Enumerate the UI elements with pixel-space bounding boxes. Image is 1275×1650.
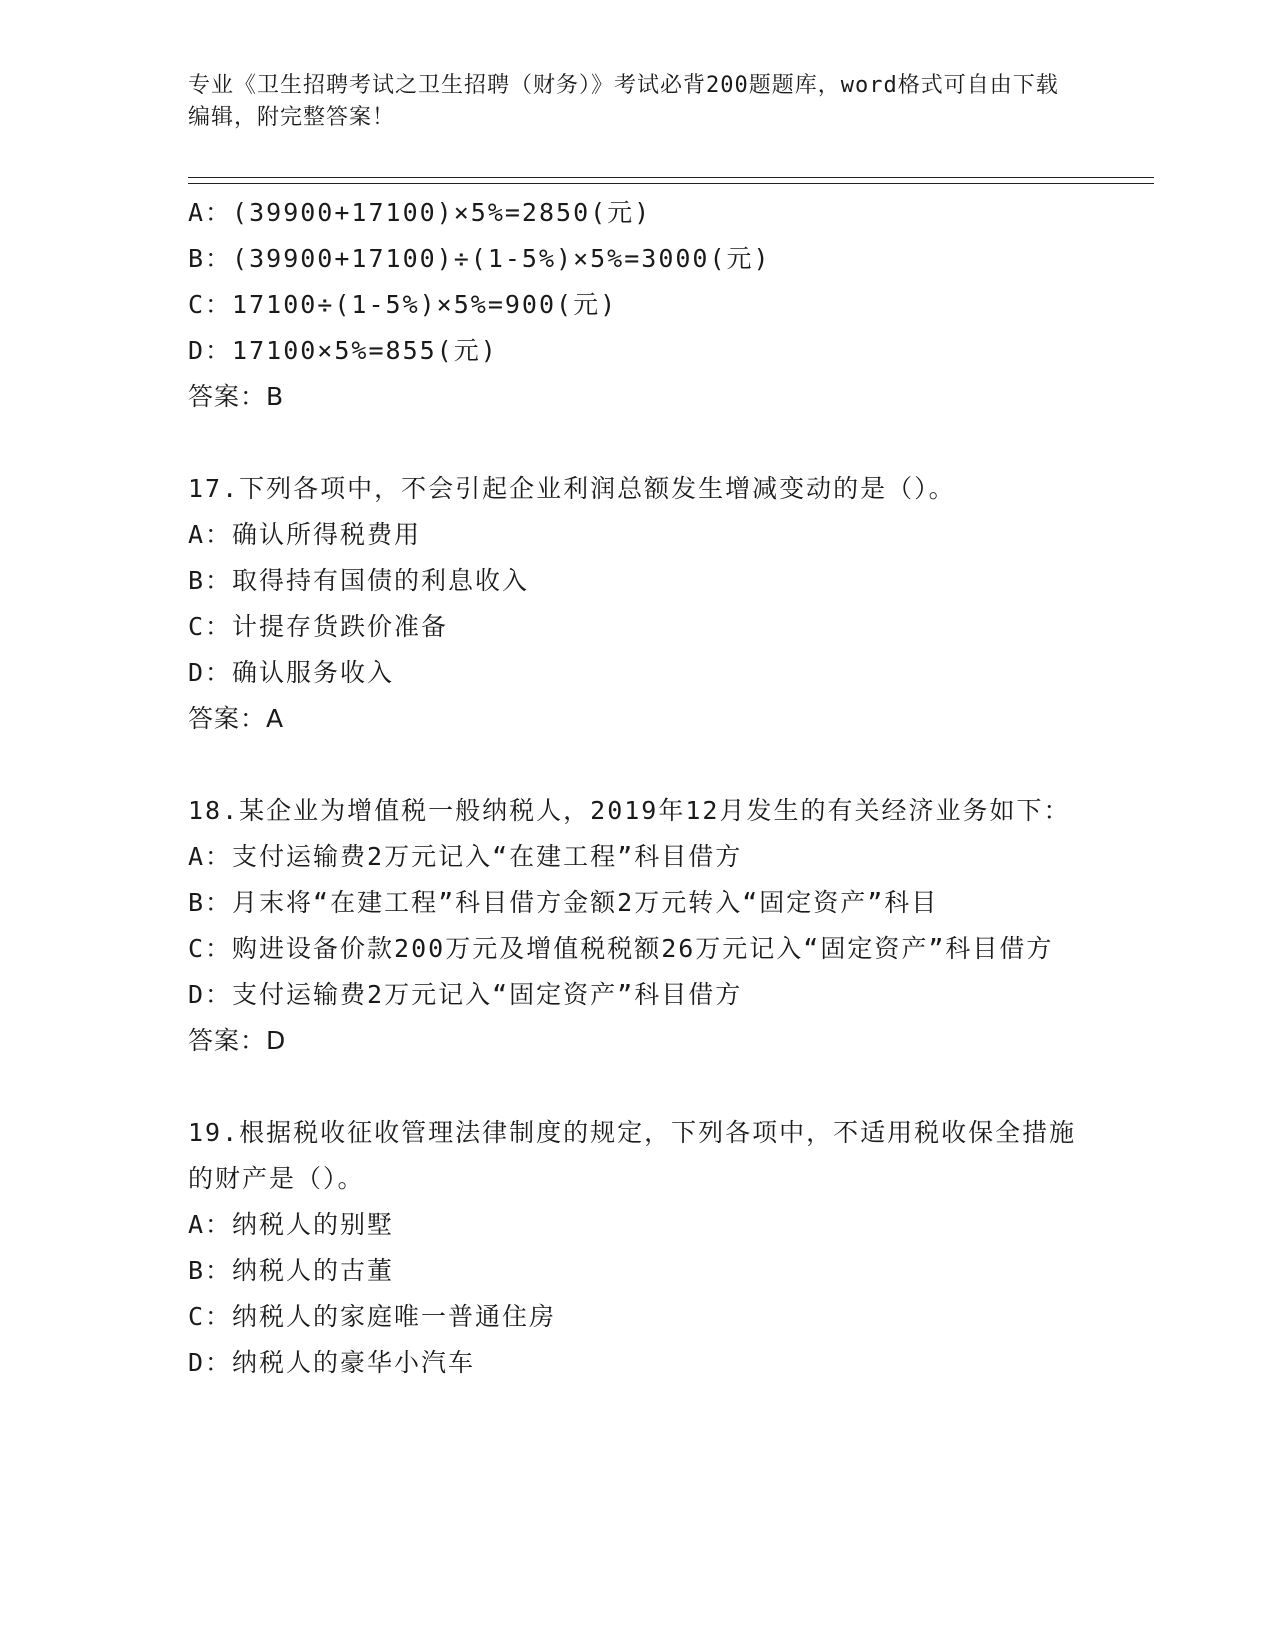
question-text: 19.根据税收征收管理法律制度的规定，下列各项中，不适用税收保全措施的财产是（）。 xyxy=(188,1118,1077,1193)
header-divider-bottom xyxy=(188,183,1154,184)
answer: 答案：A xyxy=(188,704,285,733)
option-a: A：确认所得税费用 xyxy=(188,520,422,549)
option-b: B：月末将“在建工程”科目借方金额2万元转入“固定资产”科目 xyxy=(188,888,939,917)
question-19 xyxy=(188,1110,1088,1386)
option-d: D：确认服务收入 xyxy=(188,658,395,687)
question-16 xyxy=(188,190,1088,420)
option-d: D：支付运输费2万元记入“固定资产”科目借方 xyxy=(188,980,743,1009)
question-list xyxy=(188,190,1088,1386)
option-c: C：纳税人的家庭唯一普通住房 xyxy=(188,1302,557,1331)
option-a: A：支付运输费2万元记入“在建工程”科目借方 xyxy=(188,842,743,871)
answer: 答案：D xyxy=(188,1026,287,1055)
option-b: B：纳税人的古董 xyxy=(188,1256,395,1285)
spacer xyxy=(188,420,1088,466)
option-a: A：纳税人的别墅 xyxy=(188,1210,395,1239)
question-18 xyxy=(188,788,1088,1064)
question-17 xyxy=(188,466,1088,742)
header-divider-top xyxy=(188,177,1154,178)
spacer xyxy=(188,1064,1088,1110)
option-a: A：(39900+17100)×5%=2850(元) xyxy=(188,198,652,227)
option-b: B：(39900+17100)÷(1-5%)×5%=3000(元) xyxy=(188,244,771,273)
option-c: C：计提存货跌价准备 xyxy=(188,612,449,641)
option-d: D：17100×5%=855(元) xyxy=(188,336,498,365)
document-header: 专业《卫生招聘考试之卫生招聘（财务）》考试必背200题题库，word格式可自由下载编辑，附完整答案！ xyxy=(188,73,1059,130)
option-c: C：17100÷(1-5%)×5%=900(元) xyxy=(188,290,618,319)
option-c: C：购进设备价款200万元及增值税税额26万元记入“固定资产”科目借方 xyxy=(188,934,1054,963)
option-d: D：纳税人的豪华小汽车 xyxy=(188,1348,476,1377)
answer: 答案：B xyxy=(188,382,285,411)
spacer xyxy=(188,742,1088,788)
option-b: B：取得持有国债的利息收入 xyxy=(188,566,530,595)
question-text: 17.下列各项中，不会引起企业利润总额发生增减变动的是（）。 xyxy=(188,474,956,503)
question-text: 18.某企业为增值税一般纳税人，2019年12月发生的有关经济业务如下： xyxy=(188,796,1071,825)
